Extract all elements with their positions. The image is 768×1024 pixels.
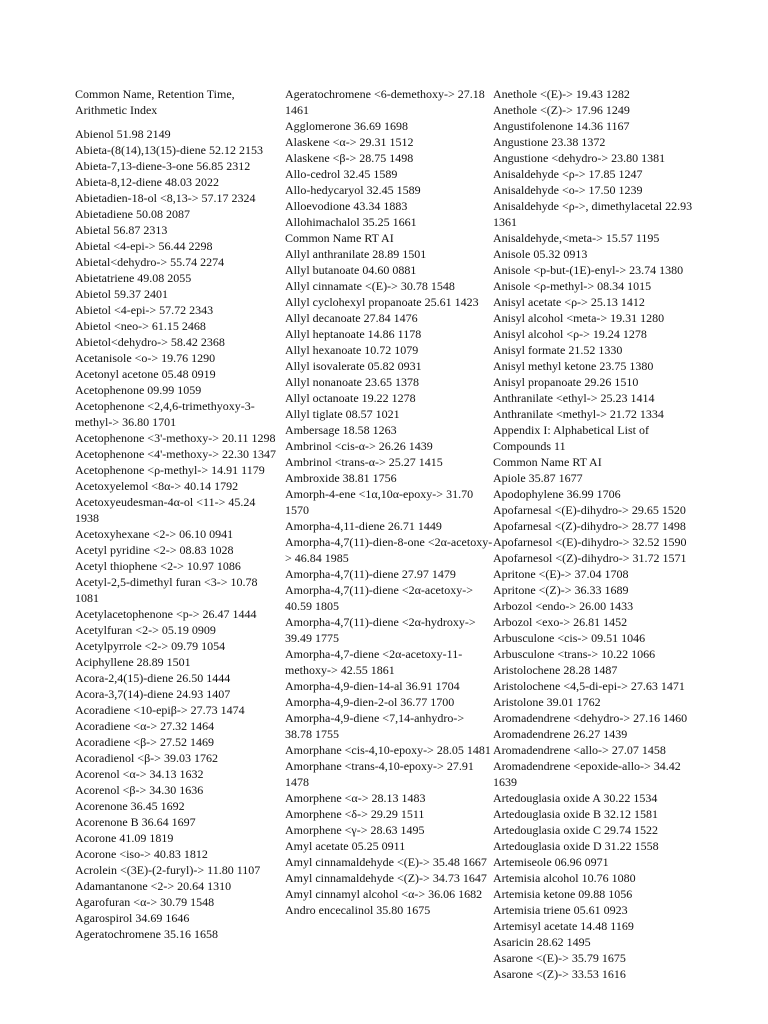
list-item: Allyl isovalerate 05.82 0931 — [285, 359, 422, 373]
list-item: Artemisyl acetate 14.48 1169 — [493, 919, 634, 933]
list-item: Common Name RT AI — [285, 231, 394, 245]
list-item: Asarone <(Z)-> 33.53 1616 — [493, 967, 626, 981]
list-item: Acetylacetophenone <p-> 26.47 1444 — [75, 607, 257, 621]
list-item: Amyl cinnamaldehyde <(Z)-> 34.73 1647 — [285, 871, 487, 885]
list-item: Artemisia triene 05.61 0923 — [493, 903, 628, 917]
list-item: Abietal 56.87 2313 — [75, 223, 168, 237]
list-item: Acetyl thiophene <2-> 10.97 1086 — [75, 559, 241, 573]
list-item: Aristolone 39.01 1762 — [493, 695, 601, 709]
list-item: Amorpha-4,11-diene 26.71 1449 — [285, 519, 442, 533]
list-item: Common Name RT AI — [493, 455, 602, 469]
list-item: Allyl hexanoate 10.72 1079 — [285, 343, 419, 357]
list-item: Abietatriene 49.08 2055 — [75, 271, 192, 285]
list-item: Allyl octanoate 19.22 1278 — [285, 391, 416, 405]
list-item: Anisyl propanoate 29.26 1510 — [493, 375, 639, 389]
list-item: Acetonyl acetone 05.48 0919 — [75, 367, 216, 381]
list-item: Anisole <p-but-(1E)-enyl-> 23.74 1380 — [493, 263, 684, 277]
entry-list — [493, 86, 707, 982]
list-item: Amorpha-4,9-dien-2-ol 36.77 1700 — [285, 695, 455, 709]
entry-list — [285, 86, 493, 918]
list-item: Acetanisole <o-> 19.76 1290 — [75, 351, 216, 365]
list-item: Acetoxyhexane <2-> 06.10 0941 — [75, 527, 234, 541]
list-item: Aristolochene <4,5-di-epi-> 27.63 1471 — [493, 679, 685, 693]
list-item: Acetyl pyridine <2-> 08.83 1028 — [75, 543, 234, 557]
list-item: Apodophylene 36.99 1706 — [493, 487, 621, 501]
list-item: Ageratochromene 35.16 1658 — [75, 927, 218, 941]
list-item: Angustione 23.38 1372 — [493, 135, 606, 149]
list-item: Allyl cinnamate <(E)-> 30.78 1548 — [285, 279, 455, 293]
list-item: Anethole <(Z)-> 17.96 1249 — [493, 103, 630, 117]
list-item: Anethole <(E)-> 19.43 1282 — [493, 87, 630, 101]
list-item: Anisyl methyl ketone 23.75 1380 — [493, 359, 654, 373]
list-item: Appendix I: Alphabetical List of Compounds 11 — [493, 423, 649, 453]
list-item: Amyl cinnamyl alcohol <α-> 36.06 1682 — [285, 887, 483, 901]
list-item: Apritone <(E)-> 37.04 1708 — [493, 567, 629, 581]
list-item: Anisyl formate 21.52 1330 — [493, 343, 623, 357]
list-item: Apritone <(Z)-> 36.33 1689 — [493, 583, 629, 597]
list-item: Ambrinol <trans-α-> 25.27 1415 — [285, 455, 443, 469]
list-item: Anisole 05.32 0913 — [493, 247, 588, 261]
list-item: Amyl cinnamaldehyde <(E)-> 35.48 1667 — [285, 855, 487, 869]
list-item: Acorone <iso-> 40.83 1812 — [75, 847, 208, 861]
list-item: Angustione <dehydro-> 23.80 1381 — [493, 151, 666, 165]
list-item: Acorenol <β-> 34.30 1636 — [75, 783, 204, 797]
list-item: Abieta-8,12-diene 48.03 2022 — [75, 175, 219, 189]
list-item: Aciphyllene 28.89 1501 — [75, 655, 191, 669]
list-item: Angustifolenone 14.36 1167 — [493, 119, 630, 133]
list-item: Arbusculone <cis-> 09.51 1046 — [493, 631, 646, 645]
list-item: Agglomerone 36.69 1698 — [285, 119, 408, 133]
list-item: Anisaldehyde <ρ-> 17.85 1247 — [493, 167, 643, 181]
list-item: Agarospirol 34.69 1646 — [75, 911, 190, 925]
list-item: Acetophenone <ρ-methyl-> 14.91 1179 — [75, 463, 265, 477]
list-item: Acetophenone <3'-methoxy-> 20.11 1298 — [75, 431, 276, 445]
list-item: Allo-hedycaryol 32.45 1589 — [285, 183, 421, 197]
list-item: Apofarnesol <(Z)-dihydro-> 31.72 1571 — [493, 551, 687, 565]
list-item: Agarofuran <α-> 30.79 1548 — [75, 895, 215, 909]
list-item: Ambrinol <cis-α-> 26.26 1439 — [285, 439, 433, 453]
list-item: Amorphene <α-> 28.13 1483 — [285, 791, 426, 805]
list-item: Amorpha-4,9-diene <7,14-anhydro-> 38.78 1755 — [285, 711, 465, 741]
list-item: Andro encecalinol 35.80 1675 — [285, 903, 431, 917]
list-item: Acorenone B 36.64 1697 — [75, 815, 196, 829]
list-item: Acetylfuran <2-> 05.19 0909 — [75, 623, 216, 637]
list-item: Acorenone 36.45 1692 — [75, 799, 185, 813]
list-item: Anisaldehyde <ρ->, dimethylacetal 22.93 1361 — [493, 199, 693, 229]
list-item: Aromadendrene <allo-> 27.07 1458 — [493, 743, 666, 757]
list-item: Amorph-4-ene <1α,10α-epoxy-> 31.70 1570 — [285, 487, 474, 517]
list-item: Artedouglasia oxide C 29.74 1522 — [493, 823, 658, 837]
list-item: Artedouglasia oxide B 32.12 1581 — [493, 807, 658, 821]
list-item: Ambroxide 38.81 1756 — [285, 471, 397, 485]
list-item: Allohimachalol 35.25 1661 — [285, 215, 417, 229]
list-item: Acetophenone <4'-methoxy-> 22.30 1347 — [75, 447, 276, 461]
list-item: Abietal<dehydro-> 55.74 2274 — [75, 255, 225, 269]
list-item: Acoradienol <β-> 39.03 1762 — [75, 751, 218, 765]
list-item: Asarone <(E)-> 35.79 1675 — [493, 951, 626, 965]
list-item: Amorpha-4,7(11)-diene <2α-hydroxy-> 39.49 1775 — [285, 615, 476, 645]
list-item: Allyl tiglate 08.57 1021 — [285, 407, 400, 421]
list-item: Apofarnesal <(Z)-dihydro-> 28.77 1498 — [493, 519, 686, 533]
list-item: Apiole 35.87 1677 — [493, 471, 583, 485]
column-2 — [285, 86, 493, 918]
list-item: Anthranilate <ethyl-> 25.23 1414 — [493, 391, 655, 405]
list-item: Acetophenone <2,4,6-trimethyoxy-3-methyl-> 36.80 1701 — [75, 399, 255, 429]
list-item: Artedouglasia oxide A 30.22 1534 — [493, 791, 658, 805]
list-item: Allyl cyclohexyl propanoate 25.61 1423 — [285, 295, 479, 309]
list-item: Abietol<dehydro-> 58.42 2368 — [75, 335, 225, 349]
list-item: Apofarnesol <(E)-dihydro-> 32.52 1590 — [493, 535, 687, 549]
list-item: Acora-2,4(15)-diene 26.50 1444 — [75, 671, 231, 685]
list-item: Anisyl alcohol <ρ-> 19.24 1278 — [493, 327, 647, 341]
list-item: Abietol <4-epi-> 57.72 2343 — [75, 303, 214, 317]
list-item: Alloevodione 43.34 1883 — [285, 199, 408, 213]
list-item: Amorphene <δ-> 29.29 1511 — [285, 807, 425, 821]
list-item: Arbusculone <trans-> 10.22 1066 — [493, 647, 656, 661]
list-item: Anisyl acetate <ρ-> 25.13 1412 — [493, 295, 645, 309]
list-item: Abienol 51.98 2149 — [75, 127, 171, 141]
list-item: Acetyl-2,5-dimethyl furan <3-> 10.78 1081 — [75, 575, 258, 605]
list-item: Artedouglasia oxide D 31.22 1558 — [493, 839, 659, 853]
list-item: Artemisia alcohol 10.76 1080 — [493, 871, 636, 885]
list-item: Abietol 59.37 2401 — [75, 287, 168, 301]
list-item: Acorenol <α-> 34.13 1632 — [75, 767, 204, 781]
list-item: Amorpha-4,7(11)-dien-8-one <2α-acetoxy-> 46.84 1985 — [285, 535, 493, 565]
entry-list — [75, 126, 281, 942]
list-item: Allyl decanoate 27.84 1476 — [285, 311, 418, 325]
list-item: Acetoxyeudesman-4α-ol <11-> 45.24 1938 — [75, 495, 256, 525]
list-item: Allyl anthranilate 28.89 1501 — [285, 247, 427, 261]
list-item: Ambersage 18.58 1263 — [285, 423, 397, 437]
list-item: Amyl acetate 05.25 0911 — [285, 839, 406, 853]
list-item: Amorphane <cis-4,10-epoxy-> 28.05 1481 — [285, 743, 491, 757]
list-item: Abieta-7,13-diene-3-one 56.85 2312 — [75, 159, 251, 173]
list-item: Apofarnesal <(E)-dihydro-> 29.65 1520 — [493, 503, 686, 517]
list-item: Ageratochromene <6-demethoxy-> 27.18 1461 — [285, 87, 485, 117]
list-item: Abietadiene 50.08 2087 — [75, 207, 190, 221]
list-item: Alaskene <β-> 28.75 1498 — [285, 151, 414, 165]
list-item: Acoradiene <α-> 27.32 1464 — [75, 719, 215, 733]
list-item: Artemisia ketone 09.88 1056 — [493, 887, 633, 901]
list-item: Anisaldehyde,<meta-> 15.57 1195 — [493, 231, 660, 245]
list-item: Asaricin 28.62 1495 — [493, 935, 591, 949]
list-item: Arbozol <exo-> 26.81 1452 — [493, 615, 628, 629]
list-item: Acoradiene <β-> 27.52 1469 — [75, 735, 214, 749]
list-item: Adamantanone <2-> 20.64 1310 — [75, 879, 232, 893]
list-item: Acrolein <(3E)-(2-furyl)-> 11.80 1107 — [75, 863, 261, 877]
list-item: Anthranilate <methyl-> 21.72 1334 — [493, 407, 664, 421]
column-heading: Common Name, Retention Time, Arithmetic Index — [75, 87, 235, 117]
list-item: Amorphene <γ-> 28.63 1495 — [285, 823, 425, 837]
list-item: Amorpha-4,7(11)-diene 27.97 1479 — [285, 567, 456, 581]
list-item: Amorpha-4,7(11)-diene <2α-acetoxy-> 40.59 1805 — [285, 583, 473, 613]
list-item: Anisaldehyde <o-> 17.50 1239 — [493, 183, 643, 197]
list-item: Acora-3,7(14)-diene 24.93 1407 — [75, 687, 231, 701]
list-item: Amorphane <trans-4,10-epoxy-> 27.91 1478 — [285, 759, 474, 789]
list-item: Acorone 41.09 1819 — [75, 831, 174, 845]
list-item: Allyl heptanoate 14.86 1178 — [285, 327, 422, 341]
list-item: Amorpha-4,7-diene <2α-acetoxy-11-methoxy-> 42.55 1861 — [285, 647, 463, 677]
list-item: Abietal <4-epi-> 56.44 2298 — [75, 239, 213, 253]
list-item: Arbozol <endo-> 26.00 1433 — [493, 599, 634, 613]
list-item: Abietadien-18-ol <8,13-> 57.17 2324 — [75, 191, 256, 205]
list-item: Artemiseole 06.96 0971 — [493, 855, 609, 869]
column-1 — [75, 86, 281, 942]
list-item: Abieta-(8(14),13(15)-diene 52.12 2153 — [75, 143, 263, 157]
list-item: Aristolochene 28.28 1487 — [493, 663, 618, 677]
list-item: Allyl butanoate 04.60 0881 — [285, 263, 417, 277]
list-item: Amorpha-4,9-dien-14-al 36.91 1704 — [285, 679, 460, 693]
list-item: Abietol <neo-> 61.15 2468 — [75, 319, 206, 333]
list-item: Aromadendrene 26.27 1439 — [493, 727, 628, 741]
list-item: Aromadendrene <dehydro-> 27.16 1460 — [493, 711, 688, 725]
list-item: Acetylpyrrole <2-> 09.79 1054 — [75, 639, 226, 653]
column-3 — [493, 86, 707, 982]
list-item: Acoradiene <10-epiβ-> 27.73 1474 — [75, 703, 245, 717]
list-item: Acetoxyelemol <8α-> 40.14 1792 — [75, 479, 239, 493]
list-item: Allo-cedrol 32.45 1589 — [285, 167, 398, 181]
list-item: Allyl nonanoate 23.65 1378 — [285, 375, 419, 389]
list-item: Anisole <ρ-methyl-> 08.34 1015 — [493, 279, 652, 293]
list-item: Acetophenone 09.99 1059 — [75, 383, 202, 397]
list-item: Anisyl alcohol <meta-> 19.31 1280 — [493, 311, 665, 325]
list-item: Aromadendrene <epoxide-allo-> 34.42 1639 — [493, 759, 681, 789]
list-item: Alaskene <α-> 29.31 1512 — [285, 135, 414, 149]
